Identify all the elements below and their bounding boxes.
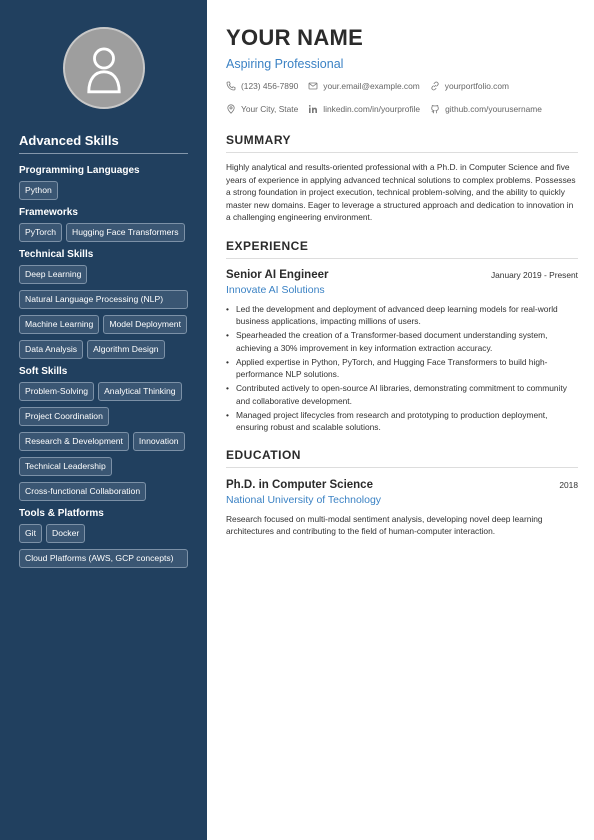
skill-chip-list	[19, 524, 194, 568]
job-bullet: • Spearheaded the creation of a Transformer-based document understanding system, achieving a 30% improvement in key information extraction accuracy.	[226, 329, 578, 354]
skill-group-title: Tools & Platforms	[19, 508, 104, 519]
main-content	[226, 24, 578, 538]
contact-email[interactable]: your.email@example.com	[308, 79, 419, 93]
skill-chip: Natural Language Processing (NLP)	[19, 290, 188, 309]
contact-linkedin[interactable]: linkedin.com/in/yourprofile	[308, 102, 420, 116]
user-silhouette-icon	[65, 29, 143, 107]
experience-section	[226, 239, 578, 434]
skill-chip: Machine Learning	[19, 315, 99, 334]
education-description: Research focused on multi-modal sentiment analysis, developing novel deep learning architectures and contributing to the field of human-computer interaction.	[226, 513, 543, 537]
skill-chip-list	[19, 223, 194, 242]
job-bullet: • Applied expertise in Python, PyTorch, and Hugging Face Transformers to build high-performance NLP solutions.	[226, 356, 578, 381]
skill-chip: Problem-Solving	[19, 382, 94, 401]
location-pin-icon	[226, 104, 236, 114]
job-company: Innovate AI Solutions	[226, 283, 325, 296]
skill-group-title: Technical Skills	[19, 249, 94, 260]
skill-chip-list	[19, 265, 194, 359]
job-date: January 2019 - Present	[490, 269, 578, 280]
job-bullet: • Managed project lifecycles from research and prototyping to production deployment, ensuring robust and scalable solutions.	[226, 409, 578, 434]
contact-phone: (123) 456-7890	[226, 79, 298, 93]
contact-portfolio[interactable]: yourportfolio.com	[430, 79, 509, 93]
education-heading: EDUCATION	[226, 448, 578, 468]
skill-group-title: Programming Languages	[19, 165, 140, 176]
skill-group-title: Frameworks	[19, 207, 78, 218]
job-bullet: • Contributed actively to open-source AI libraries, demonstrating commitment to community and collaborative development.	[226, 382, 578, 407]
phone-icon	[226, 81, 236, 91]
skill-chip: Innovation	[133, 432, 185, 451]
contact-location: Your City, State	[226, 102, 298, 116]
skill-chip: Technical Leadership	[19, 457, 112, 476]
skills-title: Advanced Skills	[19, 133, 188, 154]
contact-github[interactable]: github.com/yourusername	[430, 102, 542, 116]
job-bullet: • Led the development and deployment of advanced deep learning models for real-world business applications, impacting millions of users.	[226, 303, 578, 328]
mail-icon	[308, 81, 318, 91]
candidate-name: YOUR NAME	[226, 25, 364, 50]
skill-group	[19, 165, 194, 200]
education-year: 2018	[559, 479, 578, 490]
skill-chip: Algorithm Design	[87, 340, 164, 359]
link-icon	[430, 81, 440, 91]
education-school: National University of Technology	[226, 493, 382, 506]
skill-chip: PyTorch	[19, 223, 62, 242]
skill-group	[19, 508, 194, 568]
skill-group	[19, 249, 194, 359]
skill-chip: Python	[19, 181, 58, 200]
skill-chip: Hugging Face Transformers	[66, 223, 185, 242]
skill-chip: Project Coordination	[19, 407, 109, 426]
skill-chip: Research & Development	[19, 432, 129, 451]
skill-chip-list	[19, 382, 194, 501]
skill-group-title: Soft Skills	[19, 366, 68, 377]
skill-chip: Git	[19, 524, 42, 543]
education-section	[226, 448, 578, 538]
job-title: Senior AI Engineer	[226, 268, 329, 281]
skill-chip-list	[19, 181, 194, 200]
github-icon	[430, 104, 440, 114]
job-bullets	[226, 303, 578, 434]
skill-chip: Cross-functional Collaboration	[19, 482, 146, 501]
experience-heading: EXPERIENCE	[226, 239, 578, 259]
summary-text: Highly analytical and results-oriented professional with a Ph.D. in Computer Science and five years of experience in applying advanced technical solutions to complex problems. Possesses a strong foundation in project execution, technical problem-solving, and the ability to quickly master new domains. Eager to leverage a structured approach and dedication to innovation in a challenging engineering environment.	[226, 162, 576, 222]
skill-groups	[19, 165, 194, 575]
skill-chip: Docker	[46, 524, 85, 543]
skill-group	[19, 366, 194, 501]
candidate-role: Aspiring Professional	[226, 57, 344, 71]
linkedin-icon	[308, 104, 318, 114]
summary-section	[226, 133, 578, 224]
summary-heading: SUMMARY	[226, 133, 578, 153]
education-degree: Ph.D. in Computer Science	[226, 478, 373, 491]
sidebar	[0, 0, 207, 840]
job-entry	[226, 269, 578, 434]
skill-chip: Analytical Thinking	[98, 382, 182, 401]
skill-chip: Cloud Platforms (AWS, GCP concepts)	[19, 549, 188, 568]
contact-info	[226, 79, 578, 116]
avatar	[63, 27, 145, 109]
skill-chip: Data Analysis	[19, 340, 83, 359]
skill-chip: Model Deployment	[103, 315, 187, 334]
skill-chip: Deep Learning	[19, 265, 87, 284]
skill-group	[19, 207, 194, 242]
